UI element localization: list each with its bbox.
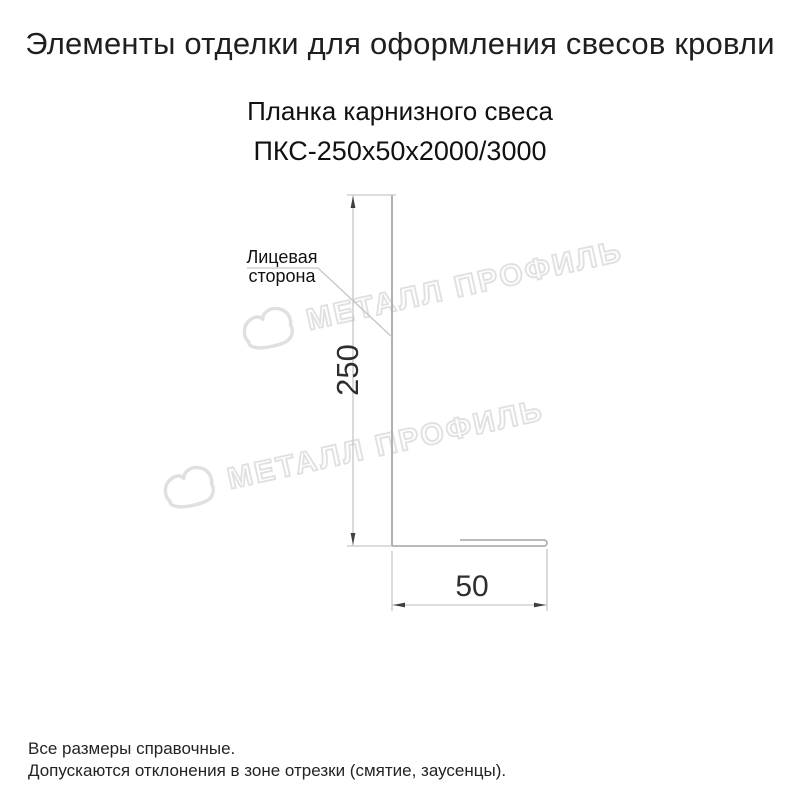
watermark-text: МЕТАЛЛ ПРОФИЛЬ bbox=[224, 393, 548, 496]
face-side-label-line1: Лицевая bbox=[246, 247, 318, 267]
dim-50-arrow-right bbox=[534, 603, 546, 608]
dim-250-value: 250 bbox=[330, 344, 365, 396]
product-name: Планка карнизного свеса bbox=[247, 96, 553, 126]
footnote-line1: Все размеры справочные. bbox=[28, 739, 236, 758]
product-code: ПКС-250х50х2000/3000 bbox=[253, 136, 547, 166]
profile-flange-hem-line bbox=[392, 540, 547, 546]
face-side-label bbox=[242, 248, 322, 285]
dim-50-value: 50 bbox=[455, 570, 489, 603]
footnotes bbox=[28, 738, 506, 782]
footnote-line2: Допускаются отклонения в зоне отрезки (смятие, заусенцы). bbox=[28, 761, 507, 780]
dim-250-arrow-up bbox=[351, 196, 356, 208]
face-side-label-line2: сторона bbox=[248, 265, 316, 286]
watermark-text: МЕТАЛЛ ПРОФИЛЬ bbox=[303, 234, 627, 337]
dim-50-arrow-left bbox=[393, 603, 405, 608]
dim-250-arrow-down bbox=[351, 533, 356, 545]
page-title: Элементы отделки для оформления свесов кровли bbox=[25, 26, 775, 61]
